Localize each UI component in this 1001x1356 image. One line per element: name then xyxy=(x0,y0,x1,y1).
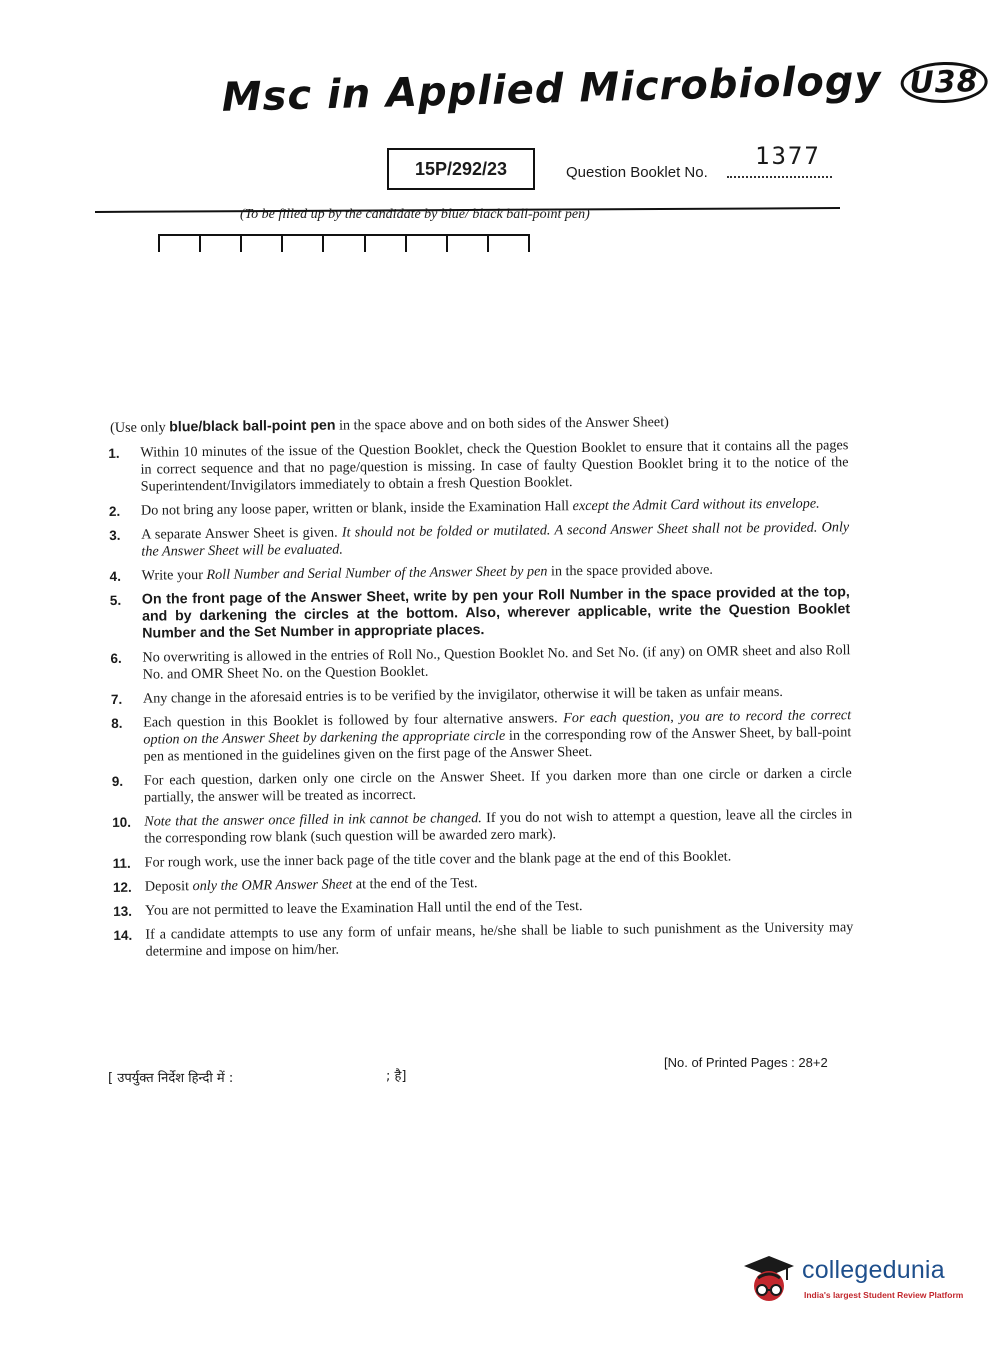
instruction-text-italic: It should not be folded or mutilated. A second Answer Sheet shall not be provided. Only the Answer Sheet will be evaluated. xyxy=(141,519,850,560)
instruction-item xyxy=(111,707,851,766)
instruction-item xyxy=(109,495,849,520)
handwritten-title-text: Msc in Applied Microbiology xyxy=(221,57,883,121)
instruction-item xyxy=(113,895,853,920)
roll-number-cell[interactable] xyxy=(322,234,363,252)
instruction-item xyxy=(112,765,852,807)
roll-number-cell[interactable] xyxy=(240,234,281,252)
instruction-text: For rough work, use the inner back page of the title cover and the blank page at the end of this Booklet. xyxy=(144,848,732,871)
instruction-text: If a candidate attempts to use any form of unfair means, he/she shall be liable to such punishment as the University may determine and impose on him/her. xyxy=(145,919,854,960)
printed-pages: [No. of Printed Pages : 28+2 xyxy=(664,1055,828,1070)
roll-number-cell[interactable] xyxy=(158,234,199,252)
instruction-item xyxy=(110,584,850,643)
instruction-item xyxy=(108,437,848,496)
roll-number-cell[interactable] xyxy=(281,234,322,252)
paper-code: 15P/292/23 xyxy=(414,158,508,179)
instruction-text-italic: Note that the answer once filled in ink cannot be changed. xyxy=(144,810,482,830)
collegedunia-tagline: India's largest Student Review Platform xyxy=(804,1290,964,1300)
instruction-text xyxy=(143,707,851,765)
roll-number-boxes[interactable] xyxy=(158,234,530,252)
instruction-text: No overwriting is allowed in the entries of Roll No., Question Booklet No. and Set No. (if any) on OMR sheet and also Roll No. and OMR Sheet No. on the Question Booklet. xyxy=(142,642,851,683)
instruction-text: On the front page of the Answer Sheet, write by pen your Roll Number in the space provided at the top, and by darkening the circles at the bottom. Also, wherever applicable, write the Question Booklet Number and the Set Number in appropriate places. xyxy=(141,584,851,642)
instruction-item xyxy=(111,683,851,708)
instruction-number: 9. xyxy=(111,773,124,789)
instruction-number: 8. xyxy=(111,715,123,731)
collegedunia-wordmark: collegedunia xyxy=(802,1256,945,1284)
instruction-text: For each question, darken only one circle on the Answer Sheet. If you darken more than one circle or darken a circle partially, the answer will be treated as incorrect. xyxy=(143,765,852,806)
roll-number-cell[interactable] xyxy=(487,234,530,252)
instruction-text xyxy=(142,560,850,584)
instruction-text-part: Deposit xyxy=(144,878,193,895)
instruction-text-italic: Roll Number and Serial Number of the Answer Sheet by pen xyxy=(206,563,548,583)
instruction-text-part: in the space provided above. xyxy=(547,561,713,580)
hindi-footer-end: ; है] xyxy=(386,1069,407,1084)
handwritten-title xyxy=(221,57,979,145)
instruction-text xyxy=(145,871,853,895)
booklet-number-label: Question Booklet No. xyxy=(566,164,708,181)
instruction-item xyxy=(110,560,850,585)
hindi-footer: [ उपर्युक्त निर्देश हिन्दी में : xyxy=(108,1071,234,1086)
instruction-item xyxy=(113,919,853,961)
instruction-item xyxy=(113,871,853,896)
instruction-number: 3. xyxy=(109,527,121,543)
instruction-number: 6. xyxy=(110,650,122,666)
instruction-text-italic: only the OMR Answer Sheet xyxy=(192,876,353,895)
booklet-number-dotted-line xyxy=(727,170,832,178)
instructions-intro xyxy=(110,412,848,437)
instruction-item xyxy=(112,806,852,848)
instruction-text xyxy=(144,806,852,847)
instruction-text-part: in the corresponding row of the Answer Sheet, by ball-point pen as mentioned in the guidelines given on the first page of the Answer Sheet. xyxy=(143,724,852,765)
instruction-item xyxy=(109,519,849,561)
instruction-number: 7. xyxy=(110,691,123,707)
instruction-text xyxy=(141,519,849,560)
instruction-text-part: at the end of the Test. xyxy=(352,875,478,893)
instruction-number: 5. xyxy=(109,592,122,608)
roll-number-cell[interactable] xyxy=(364,234,405,252)
instruction-text-part: Write your xyxy=(141,566,207,584)
roll-number-cell[interactable] xyxy=(405,234,446,252)
instruction-item xyxy=(113,847,853,872)
roll-number-cell[interactable] xyxy=(446,234,487,252)
instruction-text-part: A separate Answer Sheet is given. xyxy=(141,524,342,543)
booklet-number-value: 1377 xyxy=(755,142,821,170)
instruction-item xyxy=(110,642,850,684)
instruction-number: 12. xyxy=(112,879,132,895)
intro-prefix: (Use only xyxy=(109,419,170,436)
instruction-number: 14. xyxy=(113,927,133,943)
intro-bold: blue/black ball-point pen xyxy=(169,417,336,436)
instruction-text: You are not permitted to leave the Examination Hall until the end of the Test. xyxy=(145,898,583,919)
instruction-number: 1. xyxy=(108,445,120,461)
roll-number-cell[interactable] xyxy=(199,234,240,252)
instruction-text-part: If you do not wish to attempt a question, leave all the circles in the corresponding row blank (such question will be awarded zero mark). xyxy=(144,806,853,847)
intro-suffix: in the space above and on both sides of the Answer Sheet) xyxy=(335,414,669,434)
instruction-number: 2. xyxy=(108,503,121,519)
collegedunia-mascot-icon xyxy=(742,1254,796,1308)
instruction-number: 4. xyxy=(109,568,121,584)
instruction-text xyxy=(141,495,849,519)
paper-code-box xyxy=(387,148,535,190)
instruction-number: 10. xyxy=(112,814,132,830)
instruction-text: Within 10 minutes of the issue of the Question Booklet, check the Question Booklet to ensure that it contains all the pages in correct sequence and that no page/question is missing. In case of faulty Question Booklet bring it to the notice of the Superintendent/Invigilators immediately to obtain a fresh Question Booklet. xyxy=(140,437,849,495)
instruction-text-part: Each question in this Booklet is followed by four alternative answers. xyxy=(143,710,564,731)
fill-note: (To be filled up by the candidate by blue/ black ball-point pen) xyxy=(240,207,590,222)
instruction-number: 11. xyxy=(112,855,131,871)
handwritten-code: U38 xyxy=(900,61,988,104)
instruction-text: Any change in the aforesaid entries is to be verified by the invigilator, otherwise it will be taken as unfair means. xyxy=(142,683,784,707)
instructions-block xyxy=(108,412,854,968)
instruction-number: 13. xyxy=(113,903,133,919)
instruction-text-italic: For each question, you are to record the correct option on the Answer Sheet by darkening the appropriate circle xyxy=(143,707,852,748)
instruction-text-part: Do not bring any loose paper, written or blank, inside the Examination Hall xyxy=(140,498,573,519)
collegedunia-logo[interactable] xyxy=(742,1250,972,1312)
instruction-text-italic: except the Admit Card without its envelope. xyxy=(572,495,820,515)
